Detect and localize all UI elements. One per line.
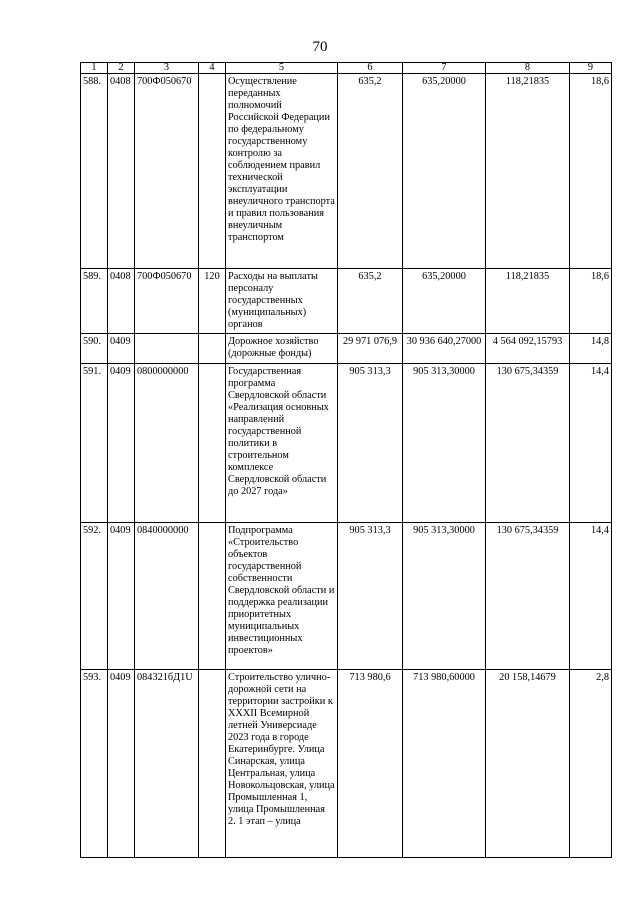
target-code — [135, 334, 199, 364]
value-col-7: 635,20000 — [403, 269, 486, 334]
expense-type-code — [199, 523, 226, 670]
page-number: 70 — [312, 39, 328, 55]
header-col-1: 1 — [81, 63, 108, 74]
value-col-8: 118,21835 — [486, 269, 570, 334]
header-col-8: 8 — [486, 63, 570, 74]
section-code: 0409 — [108, 670, 135, 858]
table-row — [81, 334, 612, 364]
value-col-7: 713 980,60000 — [403, 670, 486, 858]
section-code: 0408 — [108, 74, 135, 269]
row-number: 590. — [81, 334, 108, 364]
target-code: 700Ф050670 — [135, 74, 199, 269]
row-number: 591. — [81, 364, 108, 523]
target-code: 700Ф050670 — [135, 269, 199, 334]
item-name: Осуществление переданных полномочий Российской Федерации по федеральному государственному контролю за соблюдением правил технической эксплуатации внеуличного транспорта и правил пользования внеуличным транспортом — [226, 74, 338, 269]
percent-col-9: 14,8 — [570, 334, 612, 364]
expense-type-code — [199, 670, 226, 858]
item-name: Подпрограмма «Строительство объектов государственной собственности Свердловской области и поддержка реализации приоритетных муниципальных инвестиционных проектов» — [226, 523, 338, 670]
expense-type-code — [199, 74, 226, 269]
table-row — [81, 269, 612, 334]
row-number: 592. — [81, 523, 108, 670]
value-col-8: 4 564 092,15793 — [486, 334, 570, 364]
value-col-8: 130 675,34359 — [486, 523, 570, 670]
value-col-6: 635,2 — [338, 269, 403, 334]
row-number: 593. — [81, 670, 108, 858]
budget-table — [80, 62, 612, 858]
item-name: Государственная программа Свердловской области «Реализация основных направлений государственной политики в строительном комплексе Свердловской области до 2027 года» — [226, 364, 338, 523]
item-name: Дорожное хозяйство (дорожные фонды) — [226, 334, 338, 364]
target-code: 0800000000 — [135, 364, 199, 523]
value-col-7: 905 313,30000 — [403, 364, 486, 523]
section-code: 0408 — [108, 269, 135, 334]
target-code: 084321бД1U — [135, 670, 199, 858]
header-col-9: 9 — [570, 63, 612, 74]
header-col-4: 4 — [199, 63, 226, 74]
section-code: 0409 — [108, 364, 135, 523]
item-name: Строительство улично-дорожной сети на территории застройки к XXXII Всемирной летней Универсиаде 2023 года в городе Екатеринбурге. Улица Синарская, улица Центральная, улица Новокольцовская, улица Промышленная 1, улица Промышленная 2. 1 этап – улица — [226, 670, 338, 858]
item-name: Расходы на выплаты персоналу государственных (муниципальных) органов — [226, 269, 338, 334]
value-col-8: 118,21835 — [486, 74, 570, 269]
header-col-7: 7 — [403, 63, 486, 74]
table-row — [81, 523, 612, 670]
value-col-7: 905 313,30000 — [403, 523, 486, 670]
percent-col-9: 2,8 — [570, 670, 612, 858]
table-row — [81, 364, 612, 523]
value-col-6: 905 313,3 — [338, 523, 403, 670]
table-row — [81, 670, 612, 858]
expense-type-code — [199, 364, 226, 523]
expense-type-code — [199, 334, 226, 364]
value-col-8: 130 675,34359 — [486, 364, 570, 523]
header-col-5: 5 — [226, 63, 338, 74]
value-col-6: 29 971 076,9 — [338, 334, 403, 364]
row-number: 589. — [81, 269, 108, 334]
table-body — [81, 74, 612, 858]
value-col-6: 635,2 — [338, 74, 403, 269]
table-row — [81, 74, 612, 269]
section-code: 0409 — [108, 334, 135, 364]
value-col-7: 635,20000 — [403, 74, 486, 269]
header-col-3: 3 — [135, 63, 199, 74]
percent-col-9: 14,4 — [570, 523, 612, 670]
percent-col-9: 18,6 — [570, 269, 612, 334]
row-number: 588. — [81, 74, 108, 269]
header-col-2: 2 — [108, 63, 135, 74]
target-code: 0840000000 — [135, 523, 199, 670]
value-col-6: 905 313,3 — [338, 364, 403, 523]
value-col-6: 713 980,6 — [338, 670, 403, 858]
value-col-8: 20 158,14679 — [486, 670, 570, 858]
table-header — [81, 63, 612, 74]
section-code: 0409 — [108, 523, 135, 670]
header-col-6: 6 — [338, 63, 403, 74]
percent-col-9: 18,6 — [570, 74, 612, 269]
header-row — [81, 63, 612, 74]
percent-col-9: 14,4 — [570, 364, 612, 523]
value-col-7: 30 936 640,27000 — [403, 334, 486, 364]
expense-type-code: 120 — [199, 269, 226, 334]
